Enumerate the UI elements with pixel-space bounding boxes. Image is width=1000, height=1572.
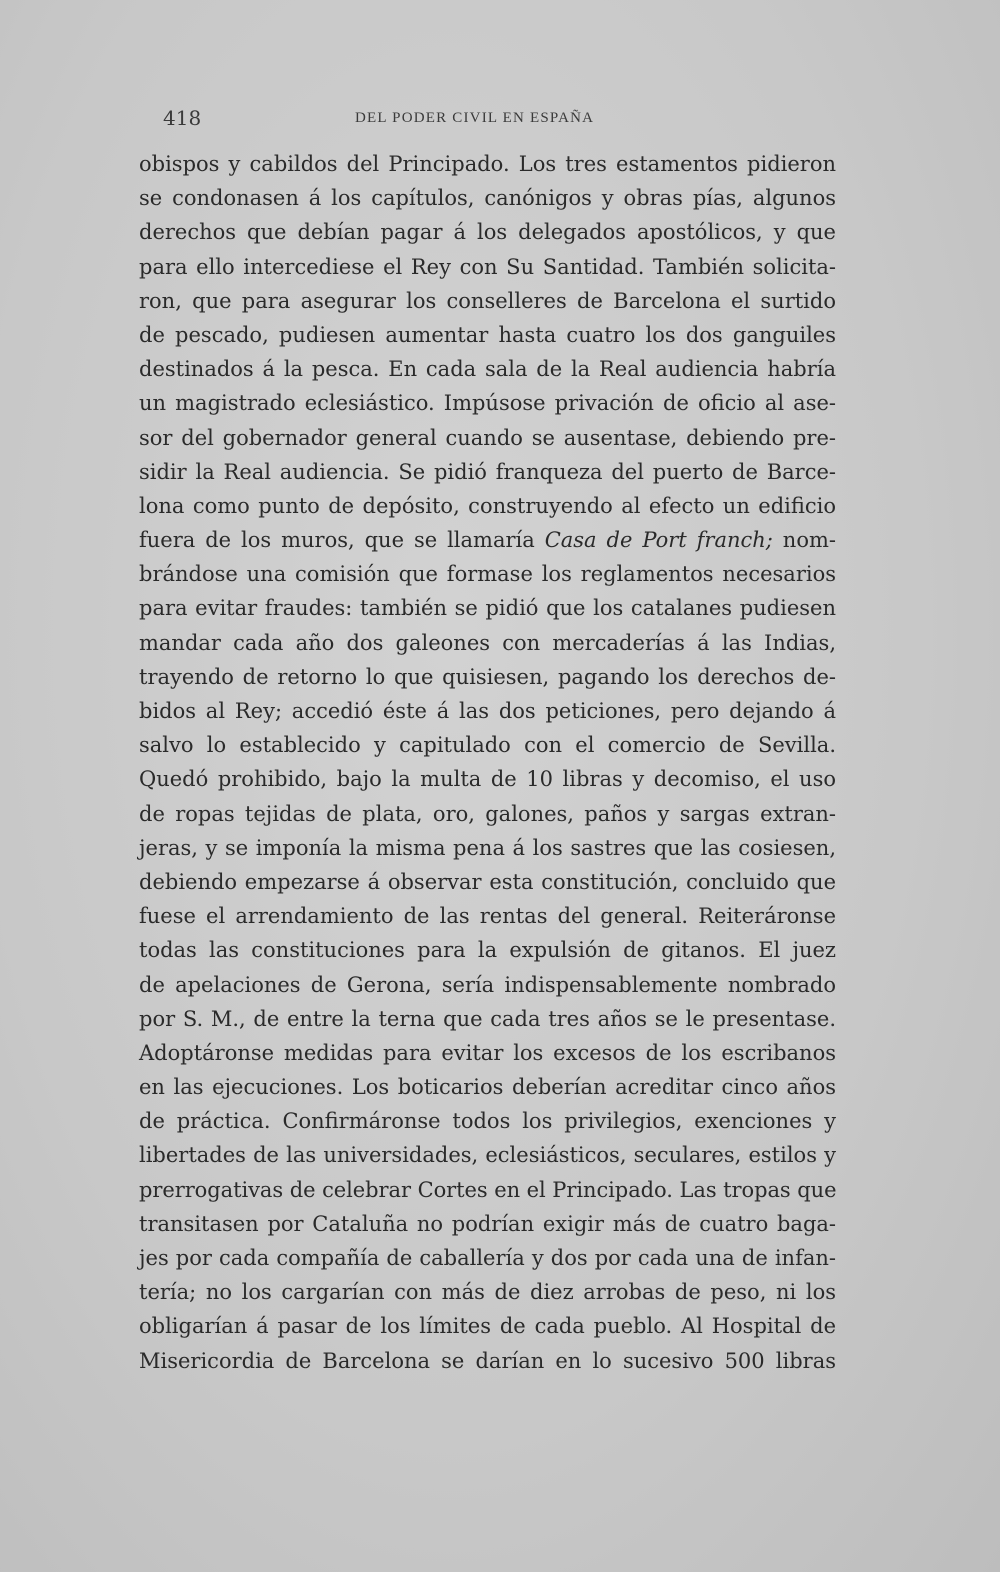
text-line: se condonasen á los capítulos, canónigos y obras pías, algunos <box>139 186 836 211</box>
text-line: fuese el arrendamiento de las rentas del general. Reiteráronse <box>139 904 836 929</box>
page-number: 418 <box>163 106 202 130</box>
text-line: de ropas tejidas de plata, oro, galones, paños y sargas extran- <box>139 801 836 826</box>
text-line: por S. M., de entre la terna que cada tres años se le presentase. <box>139 1006 836 1031</box>
text-line: libertades de las universidades, eclesiásticos, seculares, estilos y <box>139 1143 836 1168</box>
text-line: sidir la Real audiencia. Se pidió franqueza del puerto de Barce- <box>139 459 836 484</box>
text-line: obispos y cabildos del Principado. Los tres estamentos pidieron <box>139 152 836 176</box>
text-line: destinados á la pesca. En cada sala de la Real audiencia habría <box>139 357 836 382</box>
text-line <box>139 523 836 557</box>
text-line: obligarían á pasar de los límites de cada pueblo. Al Hospital de <box>139 1314 836 1339</box>
text-line: un magistrado eclesiástico. Impúsose privación de oficio al ase- <box>139 391 836 416</box>
text-segment: nom- <box>772 528 836 553</box>
text-segment: fuera de los muros, que se llamaría <box>139 528 545 553</box>
text-line: de práctica. Confirmáronse todos los privilegios, exenciones y <box>139 1109 836 1134</box>
text-line: debiendo empezarse á observar esta constitución, concluido que <box>139 869 836 894</box>
text-line: bidos al Rey; accedió éste á las dos peticiones, pero dejando á <box>139 699 836 723</box>
text-line: todas las constituciones para la expulsión de gitanos. El juez <box>139 938 836 963</box>
text-line: en las ejecuciones. Los boticarios deberían acreditar cinco años <box>139 1075 836 1100</box>
running-title: DEL PODER CIVIL EN ESPAÑA <box>355 110 595 126</box>
italic-text: Casa de Port franch; <box>544 528 773 553</box>
text-line: de pescado, pudiesen aumentar hasta cuatro los dos ganguiles <box>139 322 836 347</box>
text-line: sor del gobernador general cuando se ausentase, debiendo pre- <box>139 425 836 450</box>
text-line: de apelaciones de Gerona, sería indispensablemente nombrado <box>139 972 836 997</box>
text-line: jeras, y se imponía la misma pena á los sastres que las cosiesen, <box>139 835 836 860</box>
text-line: transitasen por Cataluña no podrían exigir más de cuatro baga- <box>139 1211 836 1236</box>
text-line: Quedó prohibido, bajo la multa de 10 libras y decomiso, el uso <box>139 767 836 792</box>
text-line: para ello intercediese el Rey con Su Santidad. También solicita- <box>139 254 836 279</box>
text-line: prerrogativas de celebrar Cortes en el Principado. Las tropas que <box>139 1177 837 1202</box>
text-line: trayendo de retorno lo que quisiesen, pagando los derechos de- <box>139 664 836 689</box>
body-text <box>139 147 836 1378</box>
page-header <box>163 106 833 136</box>
text-line: jes por cada compañía de caballería y dos por cada una de infan- <box>139 1246 836 1270</box>
text-line: tería; no los cargarían con más de diez arrobas de peso, ni los <box>139 1280 836 1305</box>
text-line: salvo lo establecido y capitulado con el comercio de Sevilla. <box>139 733 836 758</box>
text-line: brándose una comisión que formase los reglamentos necesarios <box>139 562 836 587</box>
text-line: mandar cada año dos galeones con mercaderías á las Indias, <box>139 630 836 655</box>
text-line: ron, que para asegurar los conselleres de Barcelona el surtido <box>139 288 836 313</box>
text-line: Adoptáronse medidas para evitar los excesos de los escribanos <box>139 1040 836 1065</box>
text-line: lona como punto de depósito, construyendo al efecto un edificio <box>139 493 836 518</box>
text-line: para evitar fraudes: también se pidió que los catalanes pudiesen <box>139 596 836 621</box>
text-line: Misericordia de Barcelona se darían en lo sucesivo 500 libras <box>139 1348 836 1373</box>
text-line: derechos que debían pagar á los delegados apostólicos, y que <box>139 220 836 245</box>
